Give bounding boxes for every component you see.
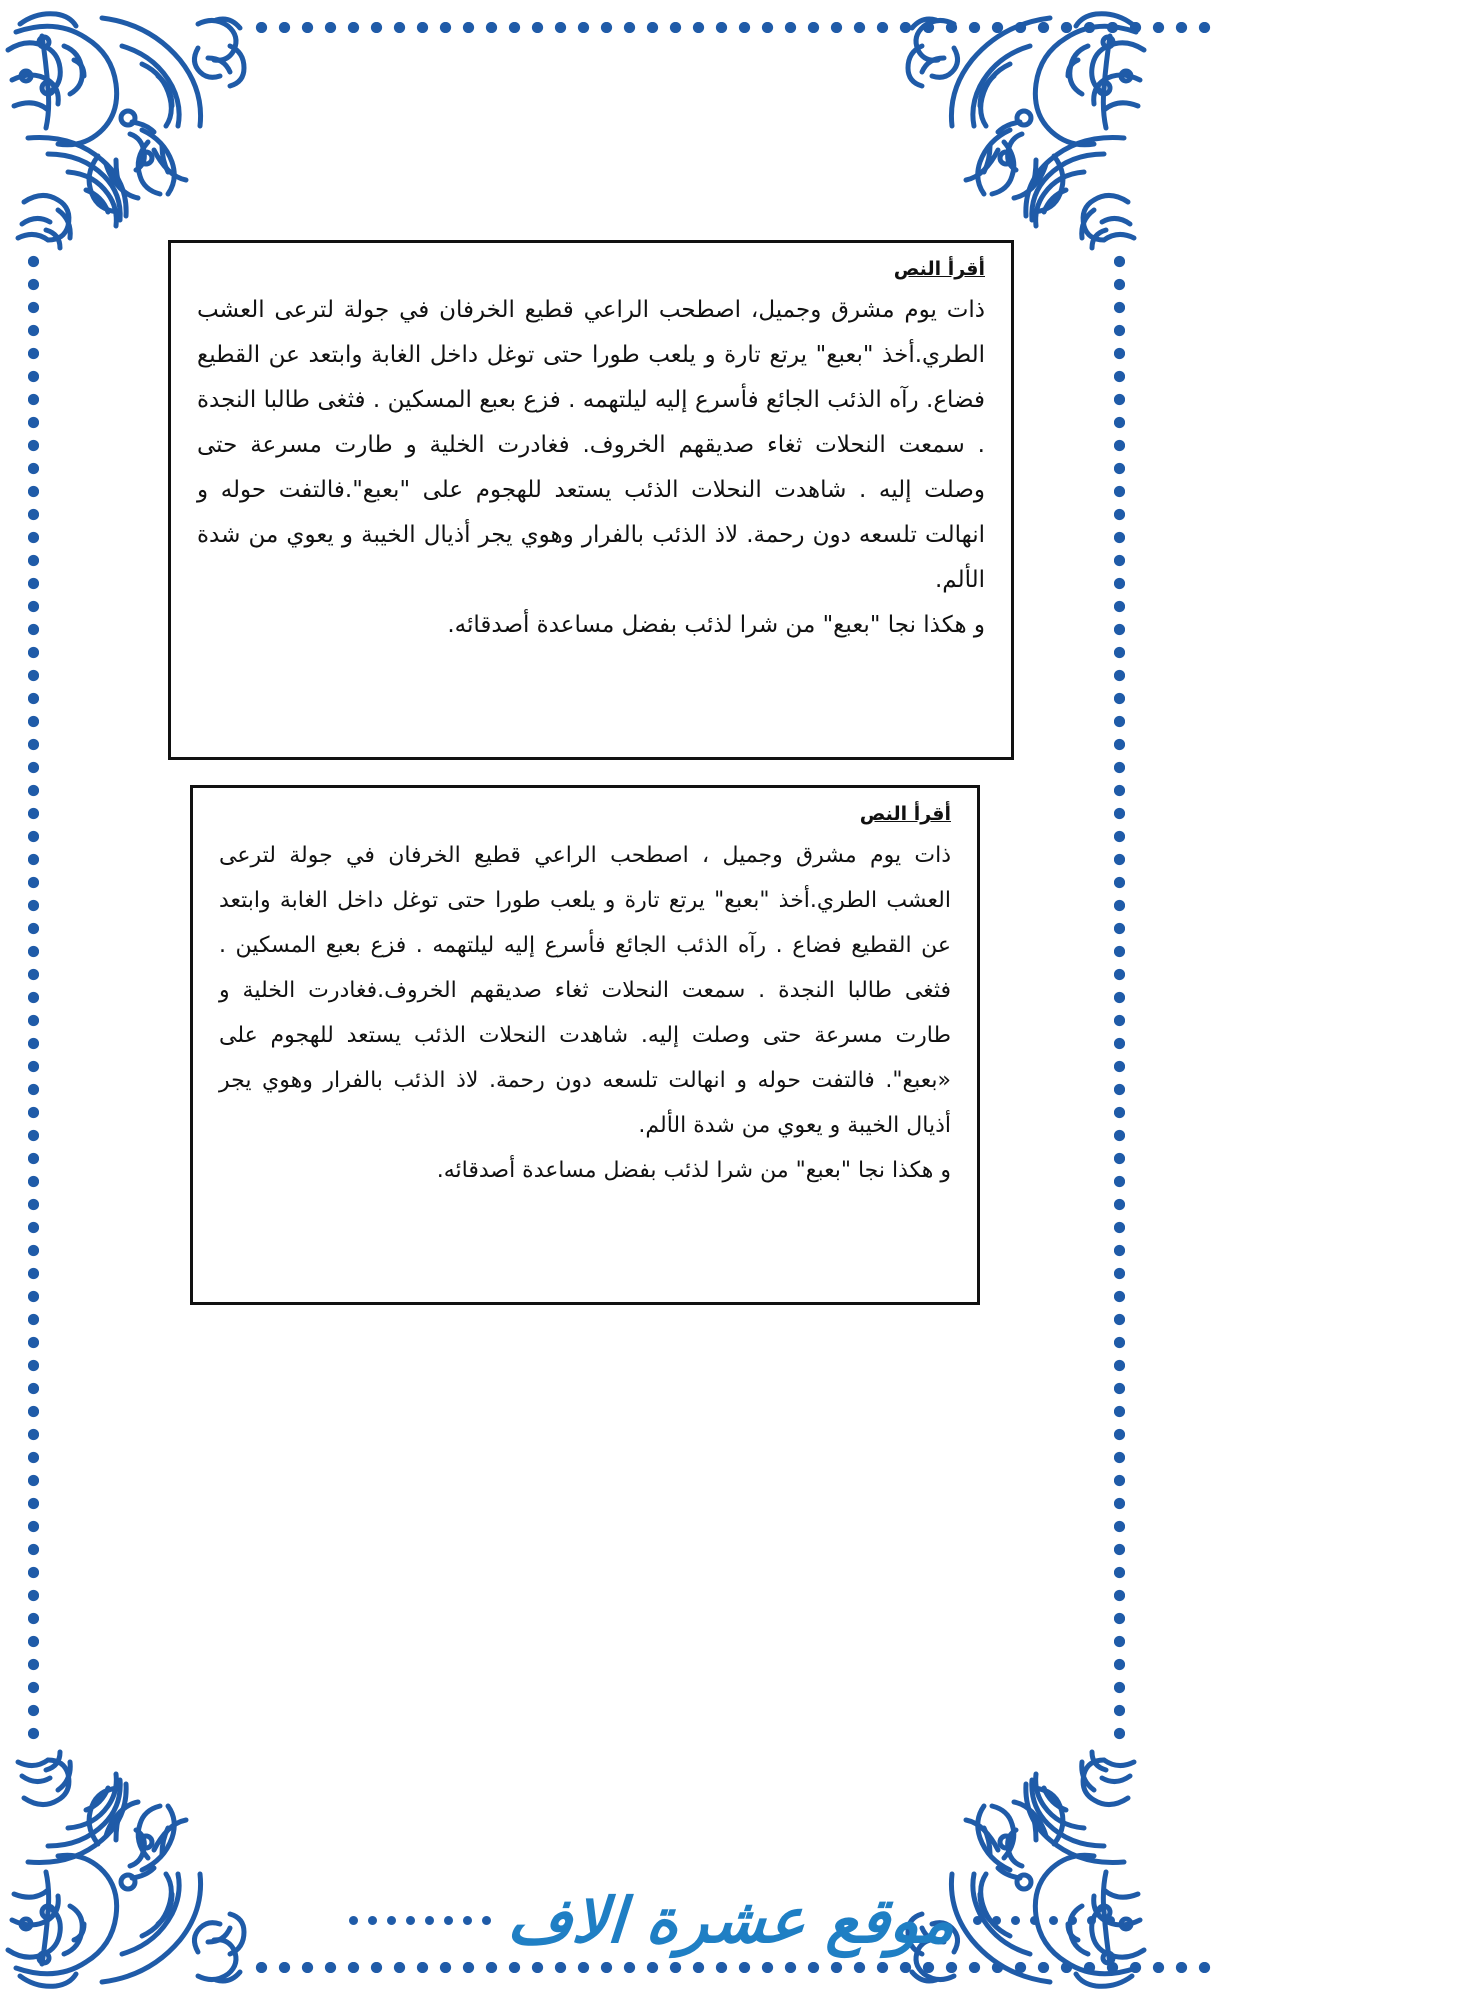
box-2-title: أقرأ النص [859,803,951,825]
border-dots-left [28,250,39,1750]
box-2-paragraph [219,833,951,1193]
watermark-dots-right [968,1916,1118,1925]
corner-ornament-top-right [900,2,1150,252]
reading-text-box-1 [168,240,1014,760]
reading-text-box-2 [190,785,980,1305]
box-2-paragraph-text: ذات يوم مشرق وجميل ، اصطحب الراعي قطيع الخرفان في جولة لترعى العشب الطري.أخذ "بعبع" يرتع تارة و يلعب طورا حتى توغل داخل الغابة وابتعد عن القطيع فضاع . رآه الذئب الجائع فأسرع إليه ليلتهمه . فزع بعبع المسكين . فثغى طالبا النجدة . سمعت النحلات ثغاء صديقهم الخروف.فغادرت الخلية و طارت مسرعة حتى وصلت إليه. شاهدت النحلات الذئب يستعد للهجوم على «بعبع". فالتفت حوله و انهالت تلسعه دون رحمة. لاذ الذئب بالفرار وهوي يجر أذيال الخيبة و يعوي من شدة الألم. [219,842,951,1138]
box-2-final-line: و هكذا نجا "بعبع" من شرا لذئب بفضل مساعدة أصدقائه. [436,1157,951,1183]
box-1-final-line: و هكذا نجا "بعبع" من شرا لذئب بفضل مساعدة أصدقائه. [447,611,985,638]
box-1-paragraph-text: ذات يوم مشرق وجميل، اصطحب الراعي قطيع الخرفان في جولة لترعى العشب الطري.أخذ "بعبع" يرتع تارة و يلعب طورا حتى توغل داخل الغابة وابتعد عن القطيع فضاع. رآه الذئب الجائع فأسرع إليه ليلتهمه . فزع بعبع المسكين . فثغى طالبا النجدة . سمعت النحلات ثغاء صديقهم الخروف. فغادرت الخلية و طارت مسرعة حتى وصلت إليه . شاهدت النحلات الذئب يستعد للهجوم على "بعبع".فالتفت حوله و انهالت تلسعه دون رحمة. لاذ الذئب بالفرار وهوي يجر أذيال الخيبة و يعوي من شدة الألم. [197,296,985,593]
watermark-text: موقع عشرة الاف [504,1883,958,1957]
box-1-title: أقرأ النص [893,258,985,280]
corner-ornament-top-left [2,2,252,252]
watermark-dots-left [344,1916,494,1925]
border-dots-right [1114,250,1125,1750]
site-watermark [0,1855,1462,1985]
box-1-paragraph [197,288,985,648]
